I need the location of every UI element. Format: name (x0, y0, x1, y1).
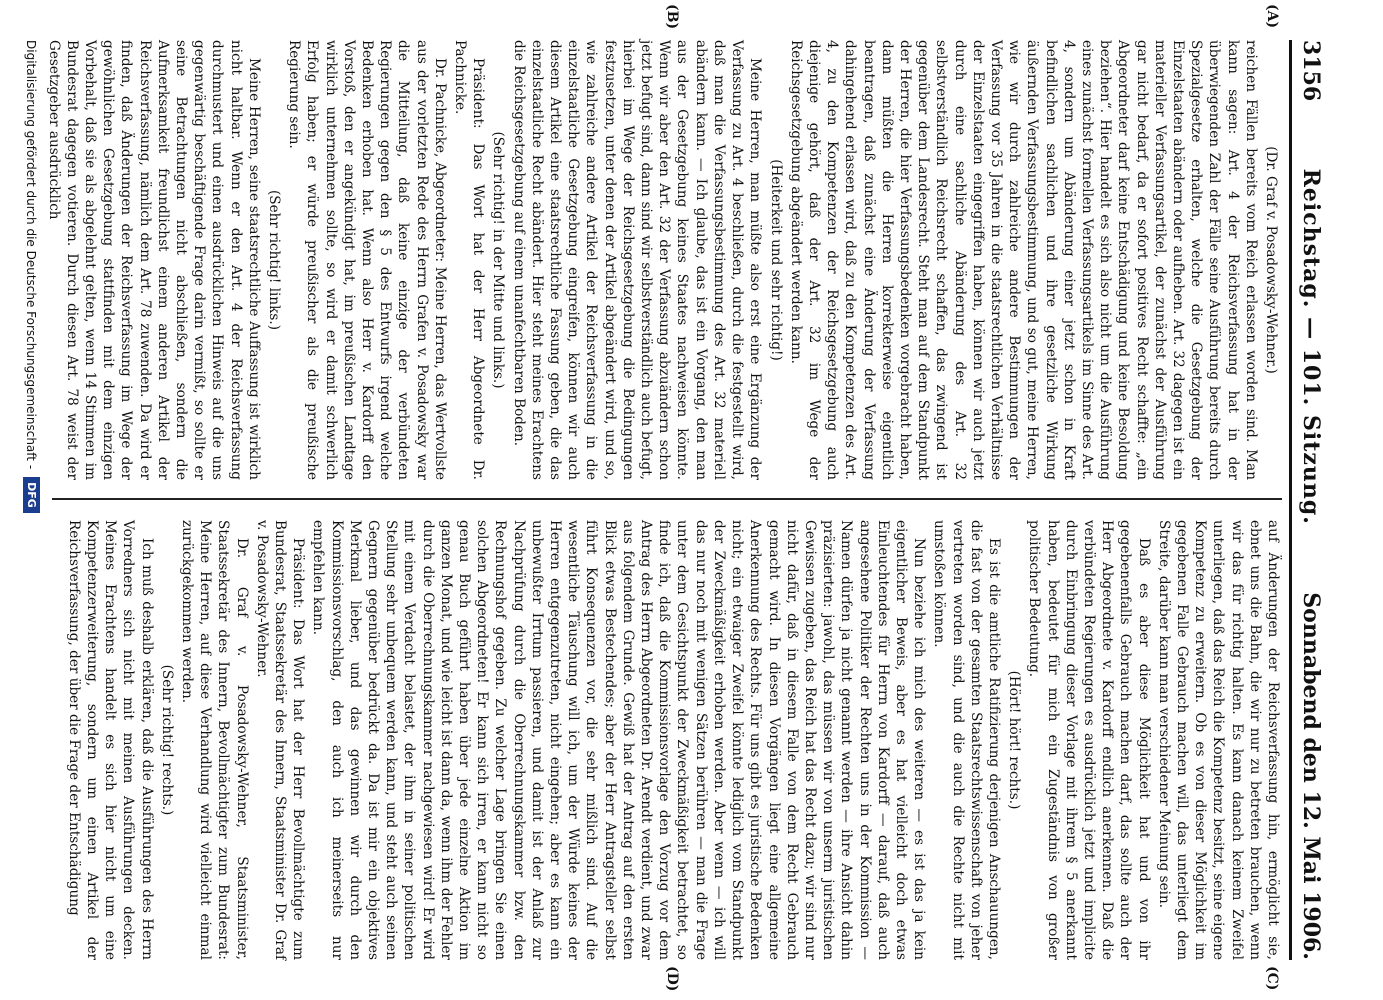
margin-marker-c: (C) (1264, 966, 1280, 991)
right-column (52, 520, 1282, 960)
paragraph: Es ist die amtliche Ratifizierung derjenigen Anschauungen, die fast von der gesamten Staatsrechtswissenschaft von jeher vertreten worden sind, und die auch die Rechte nicht mit umstoßen können. (931, 520, 1002, 960)
interjection: (Sehr richtig! rechts.) (158, 664, 175, 816)
left-column (45, 40, 1282, 480)
paragraph: auf Änderungen der Reichsverfassung hin, ermöglicht sie, ebnet uns die Bahn, die wir nur zu betreten brauchen, wenn wir das für richtig halten. Es kann danach keinem Zweifel unterliegen, daß das Reich die Kompetenz besitzt, seine eigene Kompetenz zu erweitern. Ob es von dieser Möglichkeit im gegebenen Falle Gebrauch machen will, das unterliegt dem Streite, darüber kann man verschiedener Meinung sein. (1155, 520, 1281, 960)
interjection: (Hört! hört! rechts.) (1006, 670, 1023, 810)
margin-marker-a: (A) (1264, 4, 1280, 29)
interjection: (Sehr richtig! in der Mitte und links.) (490, 131, 507, 389)
digitization-footer (23, 40, 40, 960)
interjection: (Sehr richtig! links.) (266, 189, 283, 331)
president-statement: Präsident: Das Wort hat der Herr Bevollmächtigte zum Bundesrat, Staatssekretär des Innern, Staatsminister Dr. Graf v. Posadowsky-Wehner. (253, 520, 307, 960)
dfg-logo: DFG (23, 477, 40, 513)
paragraph: Meine Herren, seine staatsrechtliche Auffassung ist wirklich nicht haltbar. Wenn er den Art. 4 der Reichsverfassung durchmustert und einen ausdrücklichen Hinweis auf die uns gegenwärtig beschäftigende Frage darin vermißt, so sollte er seine Betrachtungen nicht abschließen, sondern die Aufmerksamkeit freundlichst einem anderen Artikel der Reichsverfassung, nämlich dem Art. 78 zuwenden. Da wird er finden, daß Änderungen der Reichsverfassung im Wege der gewöhnlichen Gesetzgebung stattfinden mit dem einzigen Vorbehalt, daß sie als abgelehnt gelten, wenn 14 Stimmen im Bundesrat dagegen votieren. Durch diesen Art. 78 weist der Gesetzgeber ausdrücklich (45, 40, 262, 480)
margin-marker-b: (B) (664, 4, 680, 30)
interjection: (Heiterkeit und sehr richtig!) (767, 159, 784, 361)
president-statement: Präsident: Das Wort hat der Herr Abgeordnete Dr. Pachnicke. (452, 40, 487, 480)
paragraph: Ich muß deshalb erklären, daß die Ausführungen des Herrn Vorredners sich nicht mit meinen Ausführungen decken. Meines Erachtens handelt es sich hier nicht um eine Kompetenzerweiterung, sondern um einen Artikel der Reichsverfassung, der über die Frage der Entschädigung (65, 520, 155, 960)
column-divider (52, 498, 1282, 500)
paragraph: Nun beziehe ich mich des weiteren — es ist das ja kein eigentlicher Beweis, aber es hat vielleicht doch etwas Einleuchtendes für Herrn von Kardorff — darauf, daß auch angesehene Politiker der Rechten uns in der Kommission — Namen dürfen ja nicht genannt werden — ihre Ansicht dahin präzisierten: jawohl, das müssen wir von unserm juristischen Gewissen zugeben, das Reich hat das Recht dazu; wir sind nur nicht dafür, daß in diesem Falle von dem Recht Gebrauch gemacht wird. In diesen Vorgängen liegt eine allgemeine Anerkennung des Rechts. Für uns gibt es juristische Bedenken nicht; ein etwaiger Zweifel könnte lediglich vom Standpunkt der Zweckmäßigkeit erhoben werden. Aber wenn — ich will das nur noch mit wenigen Sätzen berühren — man die Frage unter dem Gesichtspunkt der Zweckmäßigkeit betrachtet, so finde ich, daß die Kommissionsvorlage den Vorzug vor dem Antrag des Herrn Abgeordneten Dr. Arendt verdient, und zwar aus folgendem Grunde. Gewiß hat der Antrag auf den ersten Blick etwas Bestechendes; aber der Herr Antragsteller selbst führt Konsequenzen vor, die sehr mißlich sind. Auf die wesentliche Täuschung will ich, um der Würde keines der Herren entgegenzutreten, nicht eingehen; aber es kann ein unbewußter Irrtum passieren, und damit ist der Anlaß zur Nachprüfung durch die Oberrechnungskammer bzw. den Rechnungshof gegeben. Zu welcher Lage bringen Sie einen solchen Abgeordneten! Er kann sich irren, er kann nicht so genau Buch geführt haben über jede einzelne Aktion im ganzen Monat, und wie leicht ist dann da, wenn ihm der Fehler durch die Oberrechnungskammer nachgewiesen wird! Er wird mit einem Verdacht belastet, der ihm in seiner politischen Stellung sehr unbequem werden kann, und steht auch seinen Gegnern gegenüber bedrückt da. Da ist mir ein objektives Merkmal lieber, und das gewinnen wir durch den Kommissionsvorschlag, den auch ich meinerseits nur empfehlen kann. (310, 520, 928, 960)
speaker-header: (Dr. Graf v. Posadowsky-Wehner.) (1263, 146, 1279, 374)
paragraph: Dr. Pachnicke, Abgeordneter: Meine Herren, das Wertvollste aus der vorletzten Rede des Herrn Grafen v. Posadowsky war die Mitteilung, daß keine einzige der verbündeten Regierungen gegen den § 5 des Entwurfs irgend welche Bedenken erhoben hat. Wenn also Herr v. Kardorff den Vorstoß, den er angekündigt hat, im preußischen Landtage wirklich unternehmen sollte, so wird er damit schwerlich Erfolg haben; er würde preußischer als die preußische Regierung sein. (286, 40, 448, 480)
page-header (1296, 40, 1326, 960)
footer-text: Digitalisierung gefördert durch die Deutsche Forschungsgemeinschaft - (24, 40, 39, 470)
paragraph: Dr. Graf v. Posadowsky-Wehner, Staatsminister, Staatssekretär des Innern, Bevollmächtigter zum Bundesrat: Meine Herren, auf diese Verhandlung wird vielleicht einmal zurückgekommen werden. (179, 520, 250, 960)
paragraph: Daß es aber diese Möglichkeit hat und von ihr gegebenenfalls Gebrauch machen darf, das sollte auch der Herr Abgeordnete v. Kardorff endlich anerkennen. Daß die verbündeten Regierungen es ausdrücklich jetzt und implicite durch Einbringung dieser Vorlage mit ihrem § 5 anerkannt haben, bedeutet für mich ein Zugeständnis von großer politischer Bedeutung. (1026, 520, 1152, 960)
header-rule (1289, 40, 1292, 960)
margin-marker-d: (D) (664, 966, 680, 992)
session-date: Sonnabend den 12. Mai 1906. (1298, 592, 1324, 960)
paragraph: reichen Fällen bereits vom Reich erlassen worden sind. Man kann sagen: Art. 4 der Reichsverfassung hat in der überwiegenden Zahl der Fälle seine Ausführung bereits durch Spezialgesetze erhalten, welche die Gesetzgebung der Einzelstaaten abändern oder aufheben. Art. 32 dagegen ist ein materieller Verfassungsartikel, der zunächst der Ausführung gar nicht bedarf, da er sofort positives Recht schaffte: „ein Abgeordneter darf keine Entschädigung und keine Besoldung beziehen“. Hier handelt es sich also nicht um die Ausführung eines zunächst formellen Verfassungsartikels im Sinne des Art. 4, sondern um Abänderung einer jetzt schon in Kraft befindlichen sachlichen und ihre gesetzliche Wirkung äußernden Verfassungsbestimmung, und so gut, meine Herren, wie wir durch zahlreiche andere Bestimmungen der Verfassung vor 35 Jahren in die staatsrechtlichen Verhältnisse der Einzelstaaten eingegriffen haben, können wir auch jetzt durch eine sachliche Abänderung des Art. 32 selbstverständlich Reichsrecht schaffen, das zwingend ist gegenüber dem Landesrecht. Steht man auf dem Standpunkt der Herren, die hier Verfassungsbedenken vorgebracht haben, dann müßten die Herren korrekterweise eigentlich beantragen, daß zunächst eine Änderung der Verfassung dahingehend erlassen wird, daß zu den Kompetenzen des Art. 4, zu den Kompetenzen der Reichsgesetzgebung auch diejenige gehört, daß der Art. 32 im Wege der Reichsgesetzgebung abgeändert werden kann. (787, 40, 1259, 480)
page-number: 3156 (1298, 40, 1324, 102)
paragraph: Meine Herren, man müßte also erst eine Ergänzung der Verfassung zu Art. 4 beschließen, durch die festgestellt wird, daß man die Verfassungsbestimmung des Art. 32 materiell abändern kann. — Ich glaube, das ist ein Vorgang, den man aus der Gesetzgebung keines Staates nachweisen könnte. Wenn wir aber den Art. 32 der Verfassung abzuändern schon jetzt befugt sind, dann sind wir selbstverständlich auch befugt, hierbei im Wege der Reichsgesetzgebung die Bedingungen festzusetzen, unter denen der Artikel abgeändert wird, und so, wie zahlreiche andere Artikel der Reichsverfassung in die einzelstaatliche Gesetzgebung eingreifen, können wir auch diesem Artikel eine staatsrechtliche Fassung geben, die das einzelstaatliche Recht abändert. Hier steht meines Erachtens die Reichsgesetzgebung auf einem unanfechtbaren Boden. (510, 40, 764, 480)
session-title: Reichstag. — 101. Sitzung. (1298, 168, 1324, 525)
